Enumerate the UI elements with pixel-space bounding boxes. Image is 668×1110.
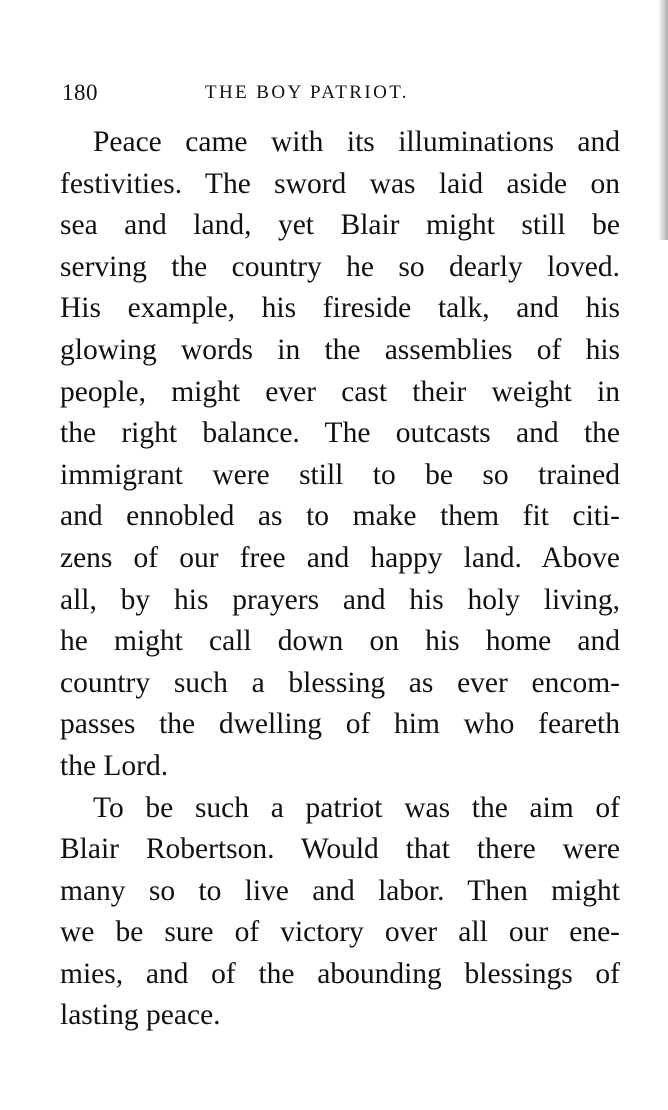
text-line: immigrant were still to be so trained bbox=[60, 458, 620, 491]
text-line: zens of our free and happy land. Above bbox=[60, 541, 620, 574]
text-line: sea and land, yet Blair might still be bbox=[60, 209, 620, 242]
text-line: many so to live and labor. Then might bbox=[60, 874, 620, 907]
text-line: glowing words in the assemblies of his bbox=[60, 333, 620, 366]
text-line: country such a blessing as ever encom- bbox=[60, 666, 620, 699]
text-line: passes the dwelling of him who feareth bbox=[60, 708, 620, 741]
text-line: the Lord. bbox=[60, 749, 169, 782]
text-line: Peace came with its illuminations and bbox=[93, 126, 620, 158]
text-line: serving the country he so dearly loved. bbox=[60, 250, 620, 283]
paragraph-2 bbox=[60, 788, 620, 1038]
text-line: festivities. The sword was laid aside on bbox=[60, 167, 620, 200]
text-line: the right balance. The outcasts and the bbox=[60, 417, 620, 450]
running-head: THE BOY PATRIOT. bbox=[205, 82, 409, 103]
text-line: Blair Robertson. Would that there were bbox=[60, 833, 620, 866]
page-edge-shadow bbox=[658, 0, 668, 240]
text-line: mies, and of the abounding blessings of bbox=[60, 957, 620, 990]
text-line: His example, his fireside talk, and his bbox=[60, 292, 620, 325]
text-line: To be such a patriot was the aim of bbox=[93, 791, 620, 824]
text-line: all, by his prayers and his holy living, bbox=[60, 583, 620, 616]
text-line: we be sure of victory over all our ene- bbox=[60, 916, 620, 949]
text-line: lasting peace. bbox=[60, 999, 221, 1032]
text-line: he might call down on his home and bbox=[60, 625, 620, 658]
paragraph-1 bbox=[60, 122, 620, 788]
text-line: people, might ever cast their weight in bbox=[60, 375, 620, 408]
body-text bbox=[60, 122, 620, 1037]
text-line: and ennobled as to make them fit citi- bbox=[60, 500, 620, 533]
page-header bbox=[62, 80, 622, 106]
page-number: 180 bbox=[62, 80, 98, 105]
